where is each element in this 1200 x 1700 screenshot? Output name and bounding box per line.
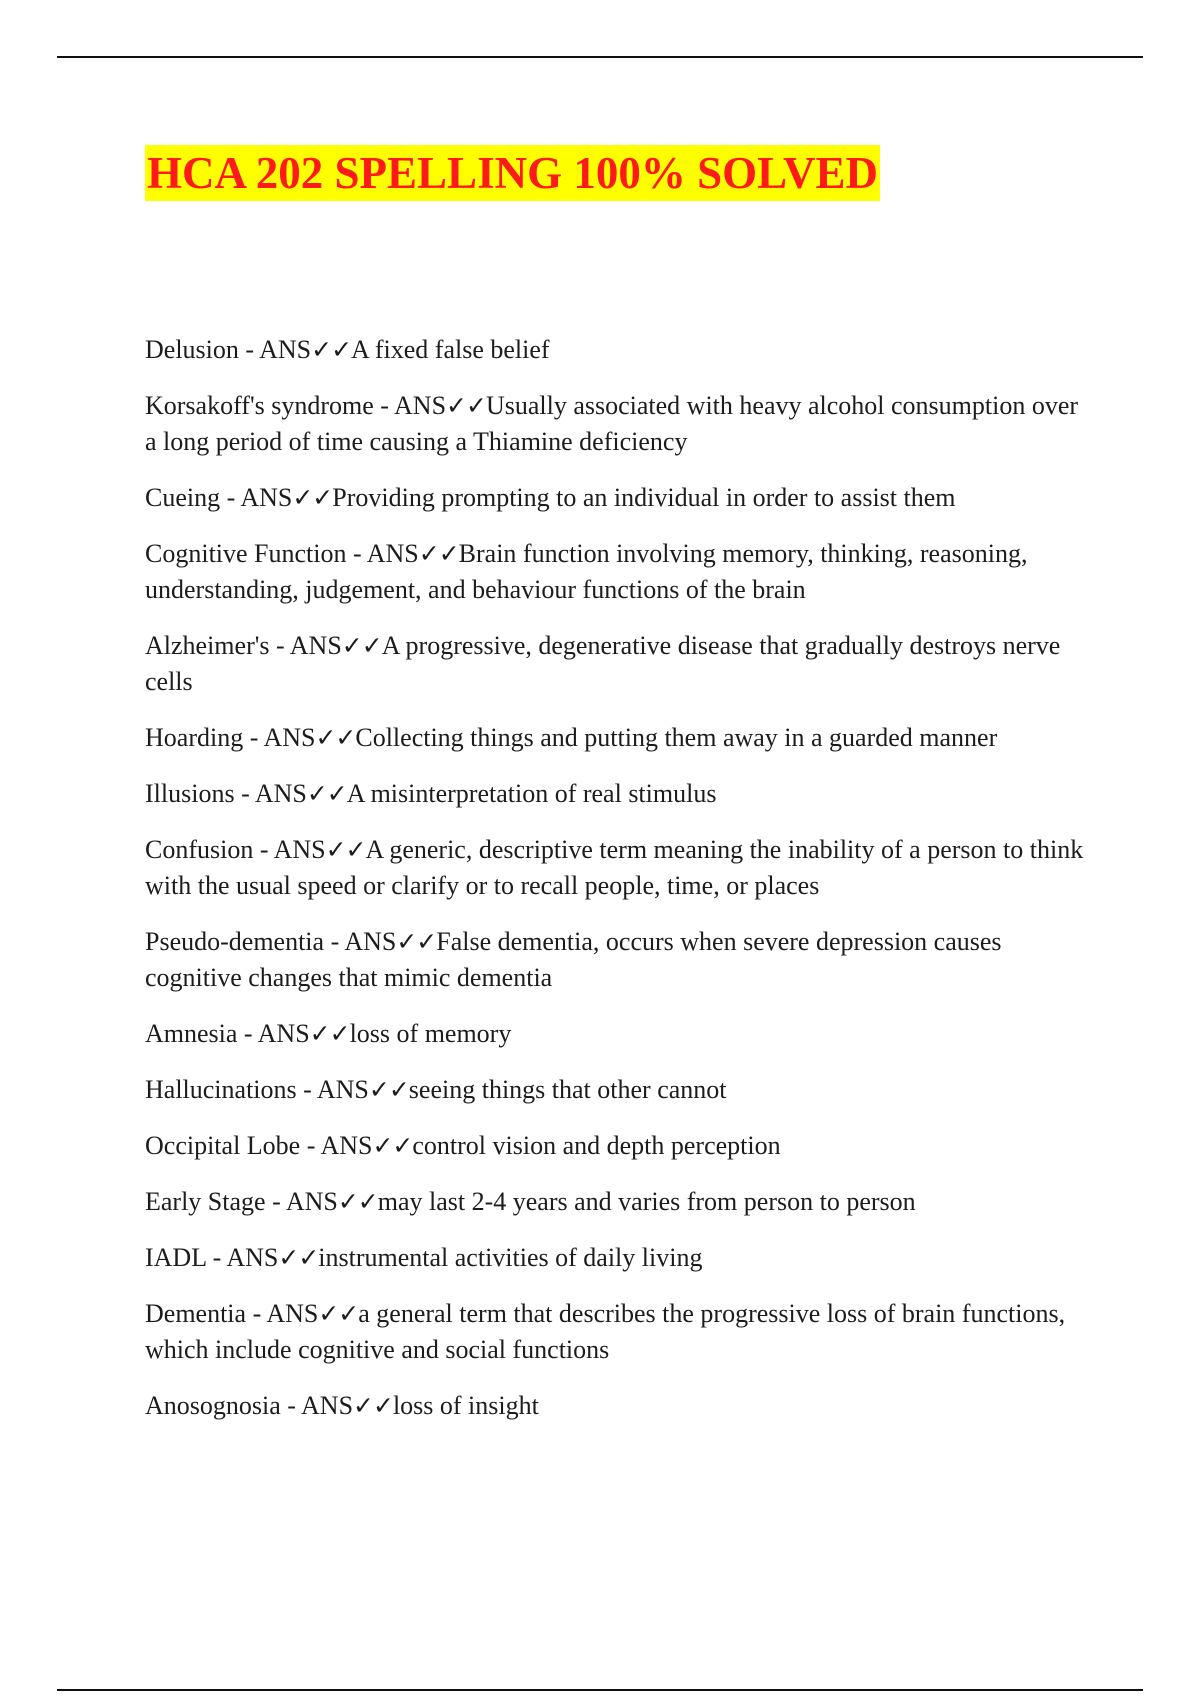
entry-definition: a general term that describes the progressive loss of brain functions, which include cognitive and social functions: [145, 1299, 1066, 1364]
entry-definition: Usually associated with heavy alcohol consumption over a long period of time causing a Thiamine deficiency: [145, 391, 1079, 456]
list-item: [145, 1240, 1090, 1276]
entry-separator: -: [265, 1187, 286, 1216]
entry-term: Confusion: [145, 835, 254, 864]
entry-separator: -: [373, 391, 395, 420]
answer-marker: ANS: [289, 631, 342, 660]
check-marks-icon: ✓✓: [337, 1187, 378, 1216]
bottom-rule: [57, 1689, 1143, 1691]
entry-term: Illusions: [145, 779, 235, 808]
list-item: [145, 1184, 1090, 1220]
entry-definition: A generic, descriptive term meaning the inability of a person to think with the usual speed or clarify or to recall people, time, or places: [145, 835, 1084, 900]
entry-term: Hallucinations: [145, 1075, 297, 1104]
check-marks-icon: ✓✓: [309, 1019, 350, 1048]
entry-list: [145, 332, 1090, 1444]
entry-definition: instrumental activities of daily living: [318, 1243, 703, 1272]
answer-marker: ANS: [394, 391, 447, 420]
answer-marker: ANS: [316, 1075, 369, 1104]
check-marks-icon: ✓✓: [292, 483, 333, 512]
answer-marker: ANS: [240, 483, 293, 512]
answer-marker: ANS: [259, 335, 312, 364]
entry-separator: -: [237, 1019, 258, 1048]
top-rule: [57, 56, 1143, 58]
list-item: [145, 1296, 1090, 1368]
list-item: [145, 776, 1090, 812]
entry-definition: may last 2-4 years and varies from person to person: [377, 1187, 916, 1216]
entry-term: Amnesia: [145, 1019, 238, 1048]
entry-definition: A progressive, degenerative disease that gradually destroys nerve cells: [145, 631, 1061, 696]
check-marks-icon: ✓✓: [306, 779, 347, 808]
entry-definition: Collecting things and putting them away in a guarded manner: [355, 723, 998, 752]
answer-marker: ANS: [344, 927, 397, 956]
entry-term: Korsakoff's syndrome: [145, 391, 374, 420]
answer-marker: ANS: [266, 1299, 319, 1328]
check-marks-icon: ✓✓: [446, 391, 486, 420]
check-marks-icon: ✓✓: [396, 927, 437, 956]
entry-definition: A misinterpretation of real stimulus: [346, 779, 717, 808]
entry-definition: control vision and depth perception: [412, 1131, 781, 1160]
answer-marker: ANS: [257, 1019, 310, 1048]
check-marks-icon: ✓✓: [353, 1391, 393, 1420]
entry-term: Cognitive Function: [145, 539, 347, 568]
answer-marker: ANS: [320, 1131, 373, 1160]
entry-term: Hoarding: [145, 723, 244, 752]
check-marks-icon: ✓✓: [318, 1299, 359, 1328]
check-marks-icon: ✓✓: [418, 539, 459, 568]
entry-separator: -: [243, 723, 264, 752]
entry-term: Occipital Lobe: [145, 1131, 301, 1160]
answer-marker: ANS: [254, 779, 307, 808]
entry-term: Early Stage: [145, 1187, 266, 1216]
entry-separator: -: [300, 1131, 321, 1160]
list-item: [145, 628, 1090, 700]
list-item: [145, 1072, 1090, 1108]
document-title: HCA 202 SPELLING 100% SOLVED: [147, 148, 879, 198]
answer-marker: ANS: [273, 835, 326, 864]
entry-term: Cueing: [145, 483, 221, 512]
title-highlight: [145, 145, 880, 201]
entry-separator: -: [246, 1299, 267, 1328]
answer-marker: ANS: [263, 723, 316, 752]
check-marks-icon: ✓✓: [372, 1131, 413, 1160]
answer-marker: ANS: [301, 1391, 354, 1420]
list-item: [145, 1388, 1090, 1424]
entry-definition: loss of insight: [392, 1391, 539, 1420]
check-marks-icon: ✓✓: [311, 335, 352, 364]
check-marks-icon: ✓✓: [341, 631, 382, 660]
answer-marker: ANS: [366, 539, 419, 568]
entry-term: Alzheimer's: [145, 631, 270, 660]
entry-separator: -: [238, 335, 260, 364]
check-marks-icon: ✓✓: [368, 1075, 409, 1104]
entry-term: IADL: [145, 1243, 207, 1272]
list-item: [145, 924, 1090, 996]
list-item: [145, 480, 1090, 516]
entry-term: Anosognosia: [145, 1391, 281, 1420]
entry-definition: Providing prompting to an individual in order to assist them: [332, 483, 956, 512]
entry-definition: seeing things that other cannot: [408, 1075, 727, 1104]
entry-separator: -: [324, 927, 345, 956]
entry-definition: Brain function involving memory, thinking, reasoning, understanding, judgement, and behaviour functions of the brain: [145, 539, 1028, 604]
entry-definition: loss of memory: [349, 1019, 512, 1048]
entry-separator: -: [253, 835, 274, 864]
entry-term: Dementia: [145, 1299, 247, 1328]
check-marks-icon: ✓✓: [278, 1243, 319, 1272]
list-item: [145, 332, 1090, 368]
entry-separator: -: [234, 779, 255, 808]
entry-separator: -: [220, 483, 241, 512]
check-marks-icon: ✓✓: [315, 723, 356, 752]
entry-term: Delusion: [145, 335, 239, 364]
list-item: [145, 1016, 1090, 1052]
list-item: [145, 720, 1090, 756]
list-item: [145, 832, 1090, 904]
entry-separator: -: [280, 1391, 302, 1420]
entry-separator: -: [296, 1075, 317, 1104]
list-item: [145, 388, 1090, 460]
entry-definition: False dementia, occurs when severe depression causes cognitive changes that mimic dementia: [145, 927, 1002, 992]
entry-term: Pseudo-dementia: [145, 927, 325, 956]
list-item: [145, 1128, 1090, 1164]
entry-separator: -: [206, 1243, 227, 1272]
entry-separator: -: [346, 539, 367, 568]
entry-definition: A fixed false belief: [351, 335, 550, 364]
entry-separator: -: [269, 631, 290, 660]
answer-marker: ANS: [226, 1243, 279, 1272]
list-item: [145, 536, 1090, 608]
answer-marker: ANS: [285, 1187, 338, 1216]
check-marks-icon: ✓✓: [325, 835, 366, 864]
